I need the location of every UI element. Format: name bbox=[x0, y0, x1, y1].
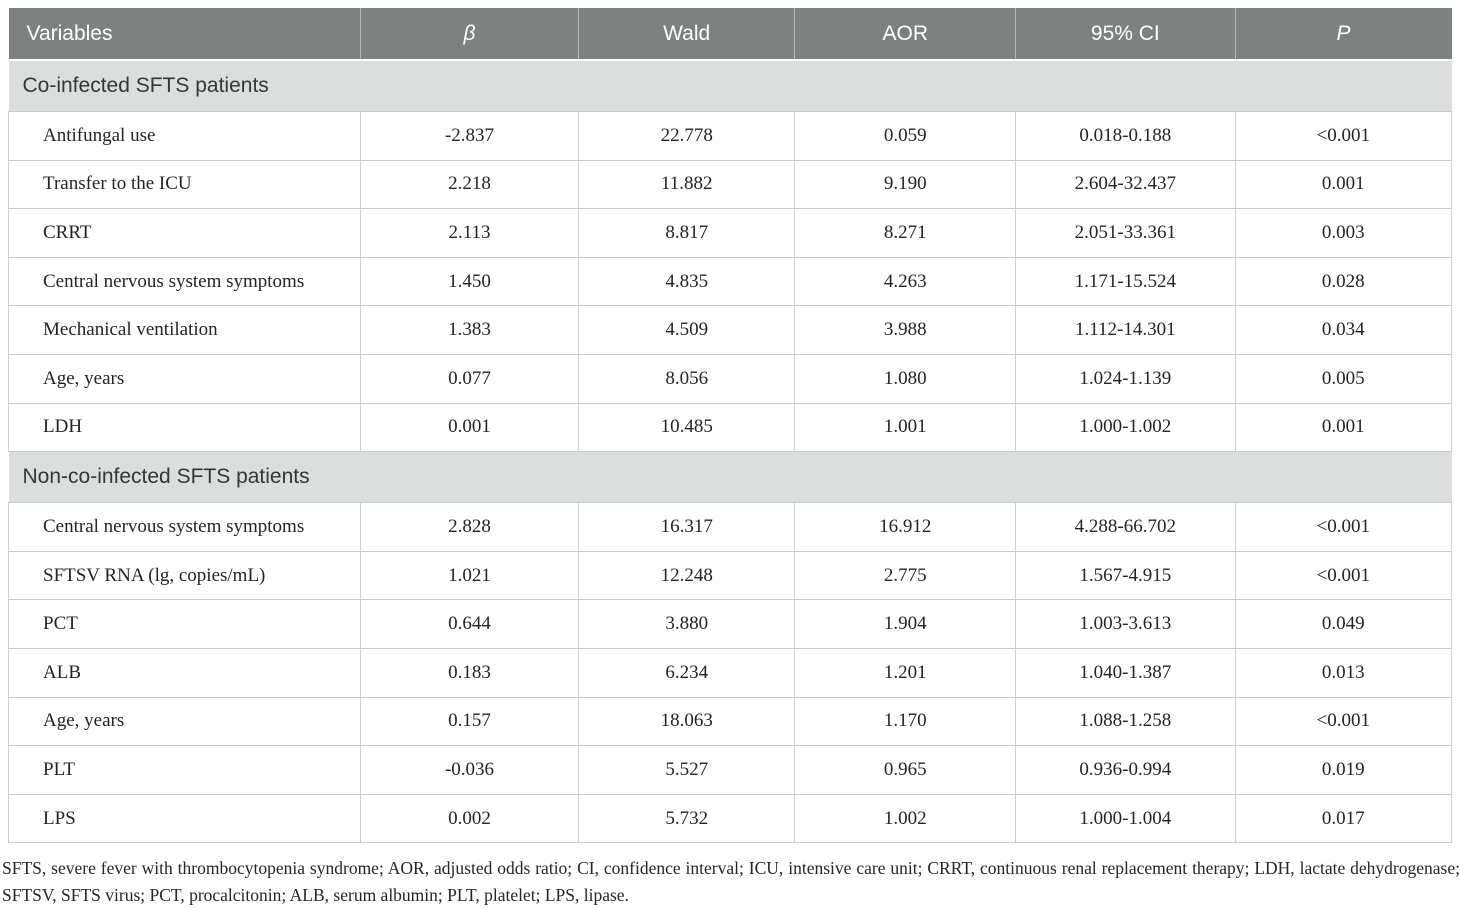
cell-ci: 1.040-1.387 bbox=[1016, 648, 1235, 697]
cell-aor: 16.912 bbox=[795, 503, 1016, 552]
cell-variable: ALB bbox=[9, 648, 361, 697]
cell-ci: 4.288-66.702 bbox=[1016, 503, 1235, 552]
table-row bbox=[9, 403, 1452, 452]
col-header-wald: Wald bbox=[578, 8, 794, 60]
cell-wald: 6.234 bbox=[578, 648, 794, 697]
table-footnote: SFTS, severe fever with thrombocytopenia syndrome; AOR, adjusted odds ratio; CI, confidence interval; ICU, intensive care unit; CRRT, continuous renal replacement therapy; LDH, lactate dehydrogenase; SFTSV, SFTS virus; PCT, procalcitonin; ALB, serum albumin; PLT, platelet; LPS, lipase. bbox=[2, 858, 1460, 905]
cell-ci: 2.051-33.361 bbox=[1016, 209, 1235, 258]
section-row-coinfected bbox=[9, 60, 1452, 112]
cell-beta: -0.036 bbox=[361, 746, 579, 795]
cell-ci: 1.088-1.258 bbox=[1016, 697, 1235, 746]
regression-table bbox=[8, 8, 1452, 843]
cell-wald: 3.880 bbox=[578, 600, 794, 649]
table-row bbox=[9, 746, 1452, 795]
cell-p: <0.001 bbox=[1235, 112, 1452, 161]
cell-p: 0.001 bbox=[1235, 160, 1452, 209]
cell-variable: Age, years bbox=[9, 354, 361, 403]
cell-beta: 0.157 bbox=[361, 697, 579, 746]
cell-beta: 1.383 bbox=[361, 306, 579, 355]
table-row bbox=[9, 209, 1452, 258]
cell-wald: 8.817 bbox=[578, 209, 794, 258]
cell-wald: 4.509 bbox=[578, 306, 794, 355]
cell-wald: 4.835 bbox=[578, 257, 794, 306]
cell-beta: 0.077 bbox=[361, 354, 579, 403]
table-row bbox=[9, 112, 1452, 161]
cell-variable: PCT bbox=[9, 600, 361, 649]
cell-variable: Transfer to the ICU bbox=[9, 160, 361, 209]
cell-ci: 1.000-1.004 bbox=[1016, 794, 1235, 843]
cell-p: 0.001 bbox=[1235, 403, 1452, 452]
cell-wald: 18.063 bbox=[578, 697, 794, 746]
section-title: Co-infected SFTS patients bbox=[9, 60, 1452, 112]
cell-wald: 16.317 bbox=[578, 503, 794, 552]
cell-p: 0.019 bbox=[1235, 746, 1452, 795]
cell-wald: 10.485 bbox=[578, 403, 794, 452]
table-row bbox=[9, 354, 1452, 403]
cell-wald: 8.056 bbox=[578, 354, 794, 403]
table-row bbox=[9, 160, 1452, 209]
cell-aor: 8.271 bbox=[795, 209, 1016, 258]
cell-beta: 0.002 bbox=[361, 794, 579, 843]
cell-aor: 1.080 bbox=[795, 354, 1016, 403]
cell-aor: 4.263 bbox=[795, 257, 1016, 306]
col-header-aor: AOR bbox=[795, 8, 1016, 60]
table-row bbox=[9, 551, 1452, 600]
cell-aor: 1.002 bbox=[795, 794, 1016, 843]
cell-beta: 0.183 bbox=[361, 648, 579, 697]
table-row bbox=[9, 697, 1452, 746]
cell-variable: Central nervous system symptoms bbox=[9, 257, 361, 306]
table-row bbox=[9, 503, 1452, 552]
cell-wald: 5.527 bbox=[578, 746, 794, 795]
cell-ci: 1.003-3.613 bbox=[1016, 600, 1235, 649]
cell-variable: Age, years bbox=[9, 697, 361, 746]
cell-aor: 9.190 bbox=[795, 160, 1016, 209]
cell-aor: 1.001 bbox=[795, 403, 1016, 452]
cell-beta: 2.828 bbox=[361, 503, 579, 552]
cell-aor: 1.170 bbox=[795, 697, 1016, 746]
cell-p: 0.028 bbox=[1235, 257, 1452, 306]
cell-variable: SFTSV RNA (lg, copies/mL) bbox=[9, 551, 361, 600]
col-header-ci: 95% CI bbox=[1016, 8, 1235, 60]
cell-p: 0.005 bbox=[1235, 354, 1452, 403]
cell-p: 0.017 bbox=[1235, 794, 1452, 843]
cell-variable: Antifungal use bbox=[9, 112, 361, 161]
cell-p: 0.013 bbox=[1235, 648, 1452, 697]
table-row bbox=[9, 306, 1452, 355]
cell-aor: 0.965 bbox=[795, 746, 1016, 795]
cell-beta: 2.218 bbox=[361, 160, 579, 209]
cell-ci: 0.936-0.994 bbox=[1016, 746, 1235, 795]
cell-aor: 0.059 bbox=[795, 112, 1016, 161]
table-row bbox=[9, 794, 1452, 843]
col-header-beta: β bbox=[361, 8, 579, 60]
cell-wald: 5.732 bbox=[578, 794, 794, 843]
cell-aor: 1.201 bbox=[795, 648, 1016, 697]
col-header-p: P bbox=[1235, 8, 1452, 60]
cell-beta: 0.644 bbox=[361, 600, 579, 649]
cell-p: 0.049 bbox=[1235, 600, 1452, 649]
cell-wald: 22.778 bbox=[578, 112, 794, 161]
cell-p: <0.001 bbox=[1235, 551, 1452, 600]
cell-beta: 1.021 bbox=[361, 551, 579, 600]
cell-aor: 2.775 bbox=[795, 551, 1016, 600]
table-row bbox=[9, 600, 1452, 649]
cell-beta: 2.113 bbox=[361, 209, 579, 258]
table-row bbox=[9, 648, 1452, 697]
cell-variable: LDH bbox=[9, 403, 361, 452]
cell-variable: LPS bbox=[9, 794, 361, 843]
cell-p: <0.001 bbox=[1235, 503, 1452, 552]
section-title: Non-co-infected SFTS patients bbox=[9, 452, 1452, 503]
cell-beta: -2.837 bbox=[361, 112, 579, 161]
cell-p: <0.001 bbox=[1235, 697, 1452, 746]
section-row-non-coinfected bbox=[9, 452, 1452, 503]
cell-ci: 1.024-1.139 bbox=[1016, 354, 1235, 403]
cell-ci: 1.112-14.301 bbox=[1016, 306, 1235, 355]
cell-p: 0.034 bbox=[1235, 306, 1452, 355]
cell-aor: 3.988 bbox=[795, 306, 1016, 355]
cell-variable: Central nervous system symptoms bbox=[9, 503, 361, 552]
cell-ci: 0.018-0.188 bbox=[1016, 112, 1235, 161]
cell-p: 0.003 bbox=[1235, 209, 1452, 258]
table-row bbox=[9, 257, 1452, 306]
cell-wald: 11.882 bbox=[578, 160, 794, 209]
cell-variable: Mechanical ventilation bbox=[9, 306, 361, 355]
cell-ci: 1.171-15.524 bbox=[1016, 257, 1235, 306]
cell-ci: 2.604-32.437 bbox=[1016, 160, 1235, 209]
cell-beta: 0.001 bbox=[361, 403, 579, 452]
cell-ci: 1.000-1.002 bbox=[1016, 403, 1235, 452]
cell-wald: 12.248 bbox=[578, 551, 794, 600]
cell-variable: CRRT bbox=[9, 209, 361, 258]
header-row bbox=[9, 8, 1452, 60]
cell-variable: PLT bbox=[9, 746, 361, 795]
cell-aor: 1.904 bbox=[795, 600, 1016, 649]
col-header-variables: Variables bbox=[9, 8, 361, 60]
cell-ci: 1.567-4.915 bbox=[1016, 551, 1235, 600]
cell-beta: 1.450 bbox=[361, 257, 579, 306]
